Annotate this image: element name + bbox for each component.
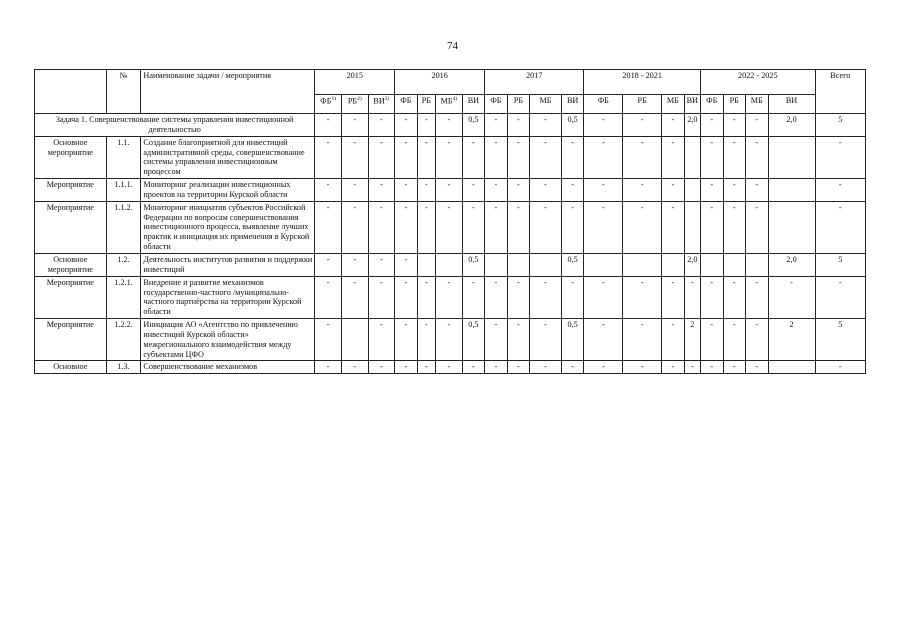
value-cell: 0,5 (561, 114, 584, 137)
total-cell: - (815, 361, 865, 374)
value-cell: - (485, 201, 508, 253)
value-cell: - (701, 179, 724, 202)
value-cell: - (436, 201, 463, 253)
value-cell: - (507, 179, 530, 202)
total-cell: 5 (815, 319, 865, 361)
value-cell: - (368, 179, 395, 202)
value-cell: 2,0 (684, 114, 700, 137)
header-source-label: МБ (750, 96, 763, 105)
value-cell: - (746, 114, 769, 137)
value-cell: - (462, 201, 485, 253)
value-cell: - (723, 114, 746, 137)
row-number: 1.3. (106, 361, 141, 374)
value-cell: - (341, 276, 368, 318)
value-cell: - (561, 179, 584, 202)
header-source (341, 95, 368, 114)
value-cell: - (561, 136, 584, 178)
value-cell: - (315, 136, 342, 178)
value-cell: - (436, 136, 463, 178)
value-cell: - (341, 201, 368, 253)
value-cell (584, 253, 623, 276)
page-number: 74 (447, 40, 458, 52)
value-cell: - (723, 201, 746, 253)
header-source-label: МБ (440, 96, 453, 106)
row-name: Создание благоприятной для инвестиций административной среды, совершенствование системы управления инвестиционным процессом (141, 136, 315, 178)
value-cell: - (530, 136, 562, 178)
header-name: Наименование задачи / мероприятия (141, 70, 315, 114)
value-cell: - (584, 114, 623, 137)
value-cell: - (662, 361, 685, 374)
value-cell (417, 253, 435, 276)
value-cell: 2,0 (768, 253, 815, 276)
value-cell: - (746, 179, 769, 202)
value-cell (701, 253, 724, 276)
value-cell: - (561, 276, 584, 318)
header-total: Всего (815, 70, 865, 114)
value-cell: - (530, 361, 562, 374)
table-row (35, 179, 866, 202)
row-type: Основное мероприятие (35, 136, 107, 178)
row-name: Внедрение и развитие механизмов государственно-частного /муниципально-частного партнёрства на территории Курской области (141, 276, 315, 318)
value-cell: - (485, 319, 508, 361)
value-cell: - (341, 114, 368, 137)
value-cell: - (746, 201, 769, 253)
header-source (507, 95, 530, 114)
row-number: 1.2.1. (106, 276, 141, 318)
value-cell: - (341, 179, 368, 202)
value-cell: - (436, 361, 463, 374)
value-cell: - (584, 276, 623, 318)
header-source (368, 95, 395, 114)
header-source-label: ВИ (686, 96, 698, 105)
value-cell: - (662, 276, 685, 318)
row-number: 1.2. (106, 253, 141, 276)
header-row-periods (35, 70, 866, 95)
header-source-label: ФБ (490, 96, 502, 105)
table-row (35, 319, 866, 361)
value-cell: - (315, 114, 342, 137)
value-cell: - (723, 179, 746, 202)
header-period: 2022 - 2025 (701, 70, 816, 95)
row-type: Мероприятие (35, 319, 107, 361)
value-cell: - (368, 276, 395, 318)
value-cell: - (530, 201, 562, 253)
total-cell: - (815, 201, 865, 253)
value-cell: - (485, 136, 508, 178)
header-source-label: МБ (539, 96, 552, 105)
header-source (561, 95, 584, 114)
value-cell: - (701, 361, 724, 374)
value-cell: - (315, 361, 342, 374)
header-period: 2017 (485, 70, 584, 95)
value-cell: - (623, 319, 662, 361)
value-cell: - (530, 114, 562, 137)
task-row (35, 114, 866, 137)
row-type: Мероприятие (35, 276, 107, 318)
total-cell: - (815, 276, 865, 318)
value-cell: - (584, 361, 623, 374)
value-cell: - (584, 201, 623, 253)
value-cell: - (462, 276, 485, 318)
value-cell: - (662, 179, 685, 202)
header-source (701, 95, 724, 114)
row-type: Мероприятие (35, 179, 107, 202)
value-cell (341, 319, 368, 361)
header-footnote-mark: 1) (331, 96, 337, 102)
value-cell: - (746, 319, 769, 361)
total-cell: - (815, 179, 865, 202)
row-type: Мероприятие (35, 201, 107, 253)
value-cell: - (746, 276, 769, 318)
row-number: 1.1.2. (106, 201, 141, 253)
value-cell: - (485, 361, 508, 374)
value-cell: - (417, 361, 435, 374)
value-cell (723, 253, 746, 276)
value-cell: - (462, 179, 485, 202)
header-footnote-mark: 3) (384, 96, 390, 102)
value-cell: - (485, 276, 508, 318)
value-cell: - (395, 136, 418, 178)
value-cell: - (395, 319, 418, 361)
value-cell: - (584, 319, 623, 361)
value-cell: - (395, 253, 418, 276)
value-cell: - (462, 361, 485, 374)
value-cell: - (417, 179, 435, 202)
value-cell: 0,5 (462, 114, 485, 137)
value-cell: - (368, 114, 395, 137)
value-cell: 2 (768, 319, 815, 361)
value-cell: - (436, 276, 463, 318)
value-cell (768, 179, 815, 202)
value-cell: - (530, 319, 562, 361)
row-number: 1.1. (106, 136, 141, 178)
value-cell: - (623, 179, 662, 202)
value-cell: - (395, 114, 418, 137)
value-cell: - (507, 136, 530, 178)
value-cell: - (623, 276, 662, 318)
header-source (485, 95, 508, 114)
value-cell: 0,5 (462, 319, 485, 361)
value-cell: - (341, 361, 368, 374)
header-source (584, 95, 623, 114)
value-cell: - (485, 179, 508, 202)
value-cell: - (462, 136, 485, 178)
value-cell: - (561, 361, 584, 374)
value-cell: - (341, 136, 368, 178)
value-cell (623, 253, 662, 276)
table-row (35, 136, 866, 178)
value-cell (684, 201, 700, 253)
header-source-label: ФБ (597, 96, 609, 105)
row-name: Мониторинг инициатив субъектов Российской Федерации по вопросам совершенствования инвестиционного процесса, выявление лучших практик и инициация их применения в Курской области (141, 201, 315, 253)
row-type: Основное мероприятие (35, 253, 107, 276)
value-cell (684, 179, 700, 202)
value-cell: - (507, 276, 530, 318)
value-cell: - (395, 361, 418, 374)
header-source-label: ФБ (706, 96, 718, 105)
header-source (768, 95, 815, 114)
value-cell: - (684, 276, 700, 318)
value-cell (485, 253, 508, 276)
value-cell: - (341, 253, 368, 276)
value-cell: - (315, 319, 342, 361)
value-cell: - (623, 361, 662, 374)
header-source (315, 95, 342, 114)
header-footnote-mark: 4) (452, 96, 458, 102)
header-source-label: ВИ (373, 96, 385, 106)
value-cell: - (684, 361, 700, 374)
header-source (723, 95, 746, 114)
header-source-label: РБ (513, 96, 524, 105)
value-cell: - (701, 276, 724, 318)
row-name: Деятельность институтов развития и поддержки инвестиций (141, 253, 315, 276)
value-cell: - (662, 319, 685, 361)
value-cell: - (507, 361, 530, 374)
header-source (417, 95, 435, 114)
table-row (35, 201, 866, 253)
header-source-label: ФБ (320, 96, 332, 106)
value-cell (436, 253, 463, 276)
value-cell: - (368, 201, 395, 253)
task-label: Задача 1. Совершенствование системы управления инвестиционной деятельностью (35, 114, 315, 137)
value-cell: - (395, 201, 418, 253)
header-type-cell (35, 70, 107, 114)
value-cell (768, 201, 815, 253)
value-cell: - (315, 276, 342, 318)
value-cell: 0,5 (462, 253, 485, 276)
value-cell (768, 136, 815, 178)
value-cell: 0,5 (561, 253, 584, 276)
value-cell: - (701, 114, 724, 137)
header-num: № (106, 70, 141, 114)
value-cell: - (723, 136, 746, 178)
header-source-label: ВИ (566, 96, 579, 105)
value-cell: - (561, 201, 584, 253)
row-type: Основное (35, 361, 107, 374)
header-source-label: ФБ (400, 96, 412, 105)
value-cell: - (417, 136, 435, 178)
table-row (35, 276, 866, 318)
value-cell: - (768, 276, 815, 318)
value-cell: - (436, 179, 463, 202)
table-row (35, 361, 866, 374)
value-cell: - (746, 136, 769, 178)
row-name: Мониторинг реализации инвестиционных проектов на территории Курской области (141, 179, 315, 202)
total-cell: 5 (815, 114, 865, 137)
row-number: 1.1.1. (106, 179, 141, 202)
value-cell: - (315, 201, 342, 253)
value-cell: - (315, 179, 342, 202)
value-cell: 0,5 (561, 319, 584, 361)
table-row (35, 253, 866, 276)
value-cell: - (623, 201, 662, 253)
value-cell: - (662, 201, 685, 253)
value-cell: - (368, 253, 395, 276)
header-source (662, 95, 685, 114)
row-name: Инициация АО «Агентство по привлечению инвестиций Курской области» межрегионального взаимодействия между субъектами ЦФО (141, 319, 315, 361)
value-cell: - (701, 319, 724, 361)
value-cell: - (436, 319, 463, 361)
total-cell: 5 (815, 253, 865, 276)
value-cell: - (530, 276, 562, 318)
value-cell: - (417, 319, 435, 361)
value-cell: - (368, 319, 395, 361)
header-source (530, 95, 562, 114)
value-cell: - (746, 361, 769, 374)
value-cell: - (723, 361, 746, 374)
value-cell: 2,0 (768, 114, 815, 137)
header-period: 2018 - 2021 (584, 70, 701, 95)
value-cell: - (584, 179, 623, 202)
funding-table (34, 69, 866, 374)
value-cell: - (723, 319, 746, 361)
header-source (436, 95, 463, 114)
value-cell: - (315, 253, 342, 276)
header-period: 2015 (315, 70, 395, 95)
total-cell: - (815, 136, 865, 178)
header-source-label: РБ (347, 96, 358, 106)
value-cell (684, 136, 700, 178)
value-cell: - (507, 114, 530, 137)
value-cell: - (395, 276, 418, 318)
value-cell: - (530, 179, 562, 202)
header-source (623, 95, 662, 114)
value-cell (746, 253, 769, 276)
header-source-label: РБ (421, 96, 431, 105)
value-cell: - (584, 136, 623, 178)
value-cell: - (417, 114, 435, 137)
header-source (395, 95, 418, 114)
value-cell: - (623, 114, 662, 137)
header-source-label: ВИ (467, 96, 480, 105)
value-cell: - (701, 136, 724, 178)
value-cell: - (417, 276, 435, 318)
value-cell: - (368, 361, 395, 374)
value-cell: - (436, 114, 463, 137)
value-cell (530, 253, 562, 276)
value-cell (507, 253, 530, 276)
value-cell: - (395, 179, 418, 202)
value-cell: 2,0 (684, 253, 700, 276)
header-source-label: МБ (666, 96, 679, 105)
header-source (684, 95, 700, 114)
value-cell: - (623, 136, 662, 178)
header-source-label: РБ (637, 96, 647, 105)
header-period: 2016 (395, 70, 485, 95)
value-cell: - (701, 201, 724, 253)
header-source (746, 95, 769, 114)
value-cell (768, 361, 815, 374)
value-cell: - (507, 319, 530, 361)
value-cell: - (723, 276, 746, 318)
value-cell: - (368, 136, 395, 178)
header-source-label: РБ (729, 96, 739, 105)
header-source (462, 95, 485, 114)
header-footnote-mark: 2) (357, 96, 362, 102)
value-cell: - (662, 136, 685, 178)
value-cell: - (417, 201, 435, 253)
header-source-label: ВИ (785, 96, 798, 105)
row-name: Совершенствование механизмов (141, 361, 315, 374)
value-cell (662, 253, 685, 276)
value-cell: - (485, 114, 508, 137)
value-cell: - (507, 201, 530, 253)
value-cell: - (662, 114, 685, 137)
value-cell: 2 (684, 319, 700, 361)
row-number: 1.2.2. (106, 319, 141, 361)
